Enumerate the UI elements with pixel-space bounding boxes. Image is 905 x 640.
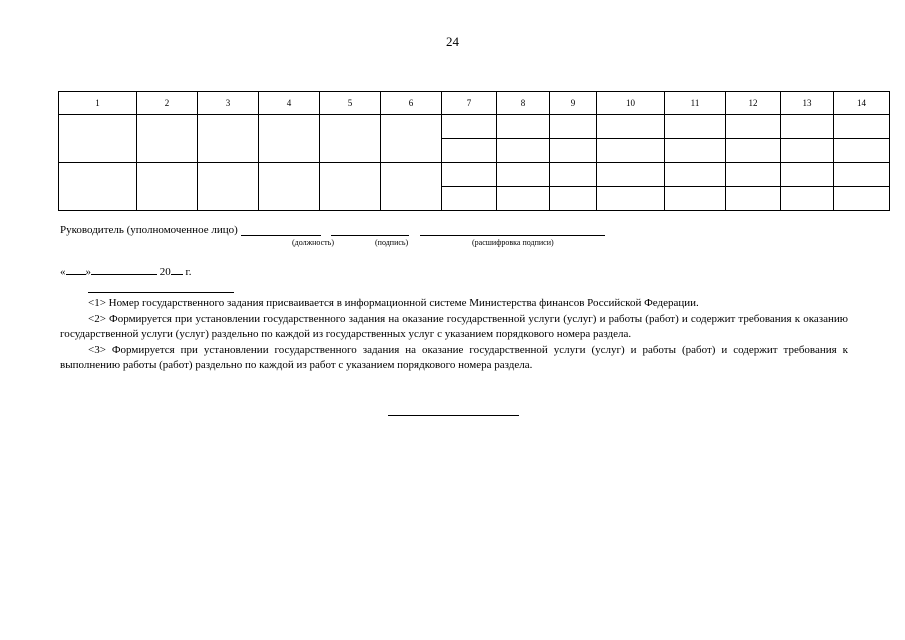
year-field[interactable] xyxy=(171,264,183,275)
column-header: 7 xyxy=(442,92,497,115)
table-cell[interactable] xyxy=(59,163,137,211)
table-cell[interactable] xyxy=(550,139,597,163)
table-cell[interactable] xyxy=(259,163,320,211)
table-cell[interactable] xyxy=(726,139,781,163)
table-cell[interactable] xyxy=(665,187,726,211)
table-cell[interactable] xyxy=(597,139,665,163)
position-field[interactable] xyxy=(241,224,321,236)
footnotes xyxy=(60,296,848,374)
date-open-quote: « xyxy=(60,266,66,278)
position-caption: (должность) xyxy=(292,238,334,247)
table-cell[interactable] xyxy=(497,139,550,163)
signature-label: Руководитель (уполномоченное лицо) xyxy=(60,224,238,236)
table-cell[interactable] xyxy=(726,187,781,211)
column-header: 12 xyxy=(726,92,781,115)
table-cell[interactable] xyxy=(726,115,781,139)
table-cell[interactable] xyxy=(781,139,834,163)
table-cell[interactable] xyxy=(834,139,890,163)
table-cell[interactable] xyxy=(597,163,665,187)
table-cell[interactable] xyxy=(59,115,137,163)
table-cell[interactable] xyxy=(550,163,597,187)
table-cell[interactable] xyxy=(834,115,890,139)
table-cell[interactable] xyxy=(665,139,726,163)
table-row xyxy=(59,163,890,187)
column-header: 5 xyxy=(320,92,381,115)
table-header-row xyxy=(59,92,890,115)
table-cell[interactable] xyxy=(137,115,198,163)
table-cell[interactable] xyxy=(781,163,834,187)
column-header: 2 xyxy=(137,92,198,115)
table-row xyxy=(59,115,890,139)
column-header: 11 xyxy=(665,92,726,115)
table-cell[interactable] xyxy=(497,187,550,211)
table-cell[interactable] xyxy=(550,187,597,211)
column-header: 10 xyxy=(597,92,665,115)
table-cell[interactable] xyxy=(665,163,726,187)
table-cell[interactable] xyxy=(665,115,726,139)
table-cell[interactable] xyxy=(597,115,665,139)
end-rule xyxy=(388,415,519,416)
table-cell[interactable] xyxy=(381,163,442,211)
page-number: 24 xyxy=(446,34,459,49)
table-cell[interactable] xyxy=(442,115,497,139)
column-header: 13 xyxy=(781,92,834,115)
column-header: 4 xyxy=(259,92,320,115)
column-header: 3 xyxy=(198,92,259,115)
table-cell[interactable] xyxy=(597,187,665,211)
column-header: 8 xyxy=(497,92,550,115)
table-cell[interactable] xyxy=(781,187,834,211)
table-cell[interactable] xyxy=(442,163,497,187)
table-cell[interactable] xyxy=(497,163,550,187)
table-cell[interactable] xyxy=(137,163,198,211)
data-table xyxy=(58,91,890,211)
decoding-caption: (расшифровка подписи) xyxy=(472,238,554,247)
signature-caption: (подпись) xyxy=(375,238,409,247)
footnote-1: <1> Номер государственного задания присваивается в информационной системе Министерства финансов Российской Федерации. xyxy=(88,297,699,309)
decoding-field[interactable] xyxy=(420,224,605,236)
column-header: 6 xyxy=(381,92,442,115)
year-suffix: г. xyxy=(185,266,192,278)
date-line xyxy=(60,264,192,278)
signature-line xyxy=(60,224,605,236)
table-cell[interactable] xyxy=(320,115,381,163)
table-cell[interactable] xyxy=(834,187,890,211)
table-cell[interactable] xyxy=(497,115,550,139)
date-close-quote: » xyxy=(85,266,91,278)
table-cell[interactable] xyxy=(550,115,597,139)
year-prefix: 20 xyxy=(159,266,171,278)
column-header: 1 xyxy=(59,92,137,115)
table-cell[interactable] xyxy=(198,115,259,163)
footnote-2: <2> Формируется при установлении государственного задания на оказание государственной услуги (услуг) и работы (работ) и содержит требования к оказанию государственной услуги (услуг) раздельно по каждой из государственных услуг с указанием порядкового номера раздела. xyxy=(60,312,848,340)
column-header: 14 xyxy=(834,92,890,115)
table-cell[interactable] xyxy=(442,139,497,163)
table-cell[interactable] xyxy=(442,187,497,211)
column-header: 9 xyxy=(550,92,597,115)
table-cell[interactable] xyxy=(198,163,259,211)
day-field[interactable] xyxy=(66,264,86,275)
signature-field[interactable] xyxy=(331,224,409,236)
table-cell[interactable] xyxy=(381,115,442,163)
footnote-separator xyxy=(88,292,234,293)
table-cell[interactable] xyxy=(320,163,381,211)
month-field[interactable] xyxy=(91,264,157,275)
table-cell[interactable] xyxy=(259,115,320,163)
footnote-3: <3> Формируется при установлении государственного задания на оказание государственной услуги (услуг) и работы (работ) и содержит требования к выполнению работы (работ) раздельно по каждой из работ с указанием порядкового номера раздела. xyxy=(60,343,848,371)
table-cell[interactable] xyxy=(781,115,834,139)
table-cell[interactable] xyxy=(834,163,890,187)
table-cell[interactable] xyxy=(726,163,781,187)
